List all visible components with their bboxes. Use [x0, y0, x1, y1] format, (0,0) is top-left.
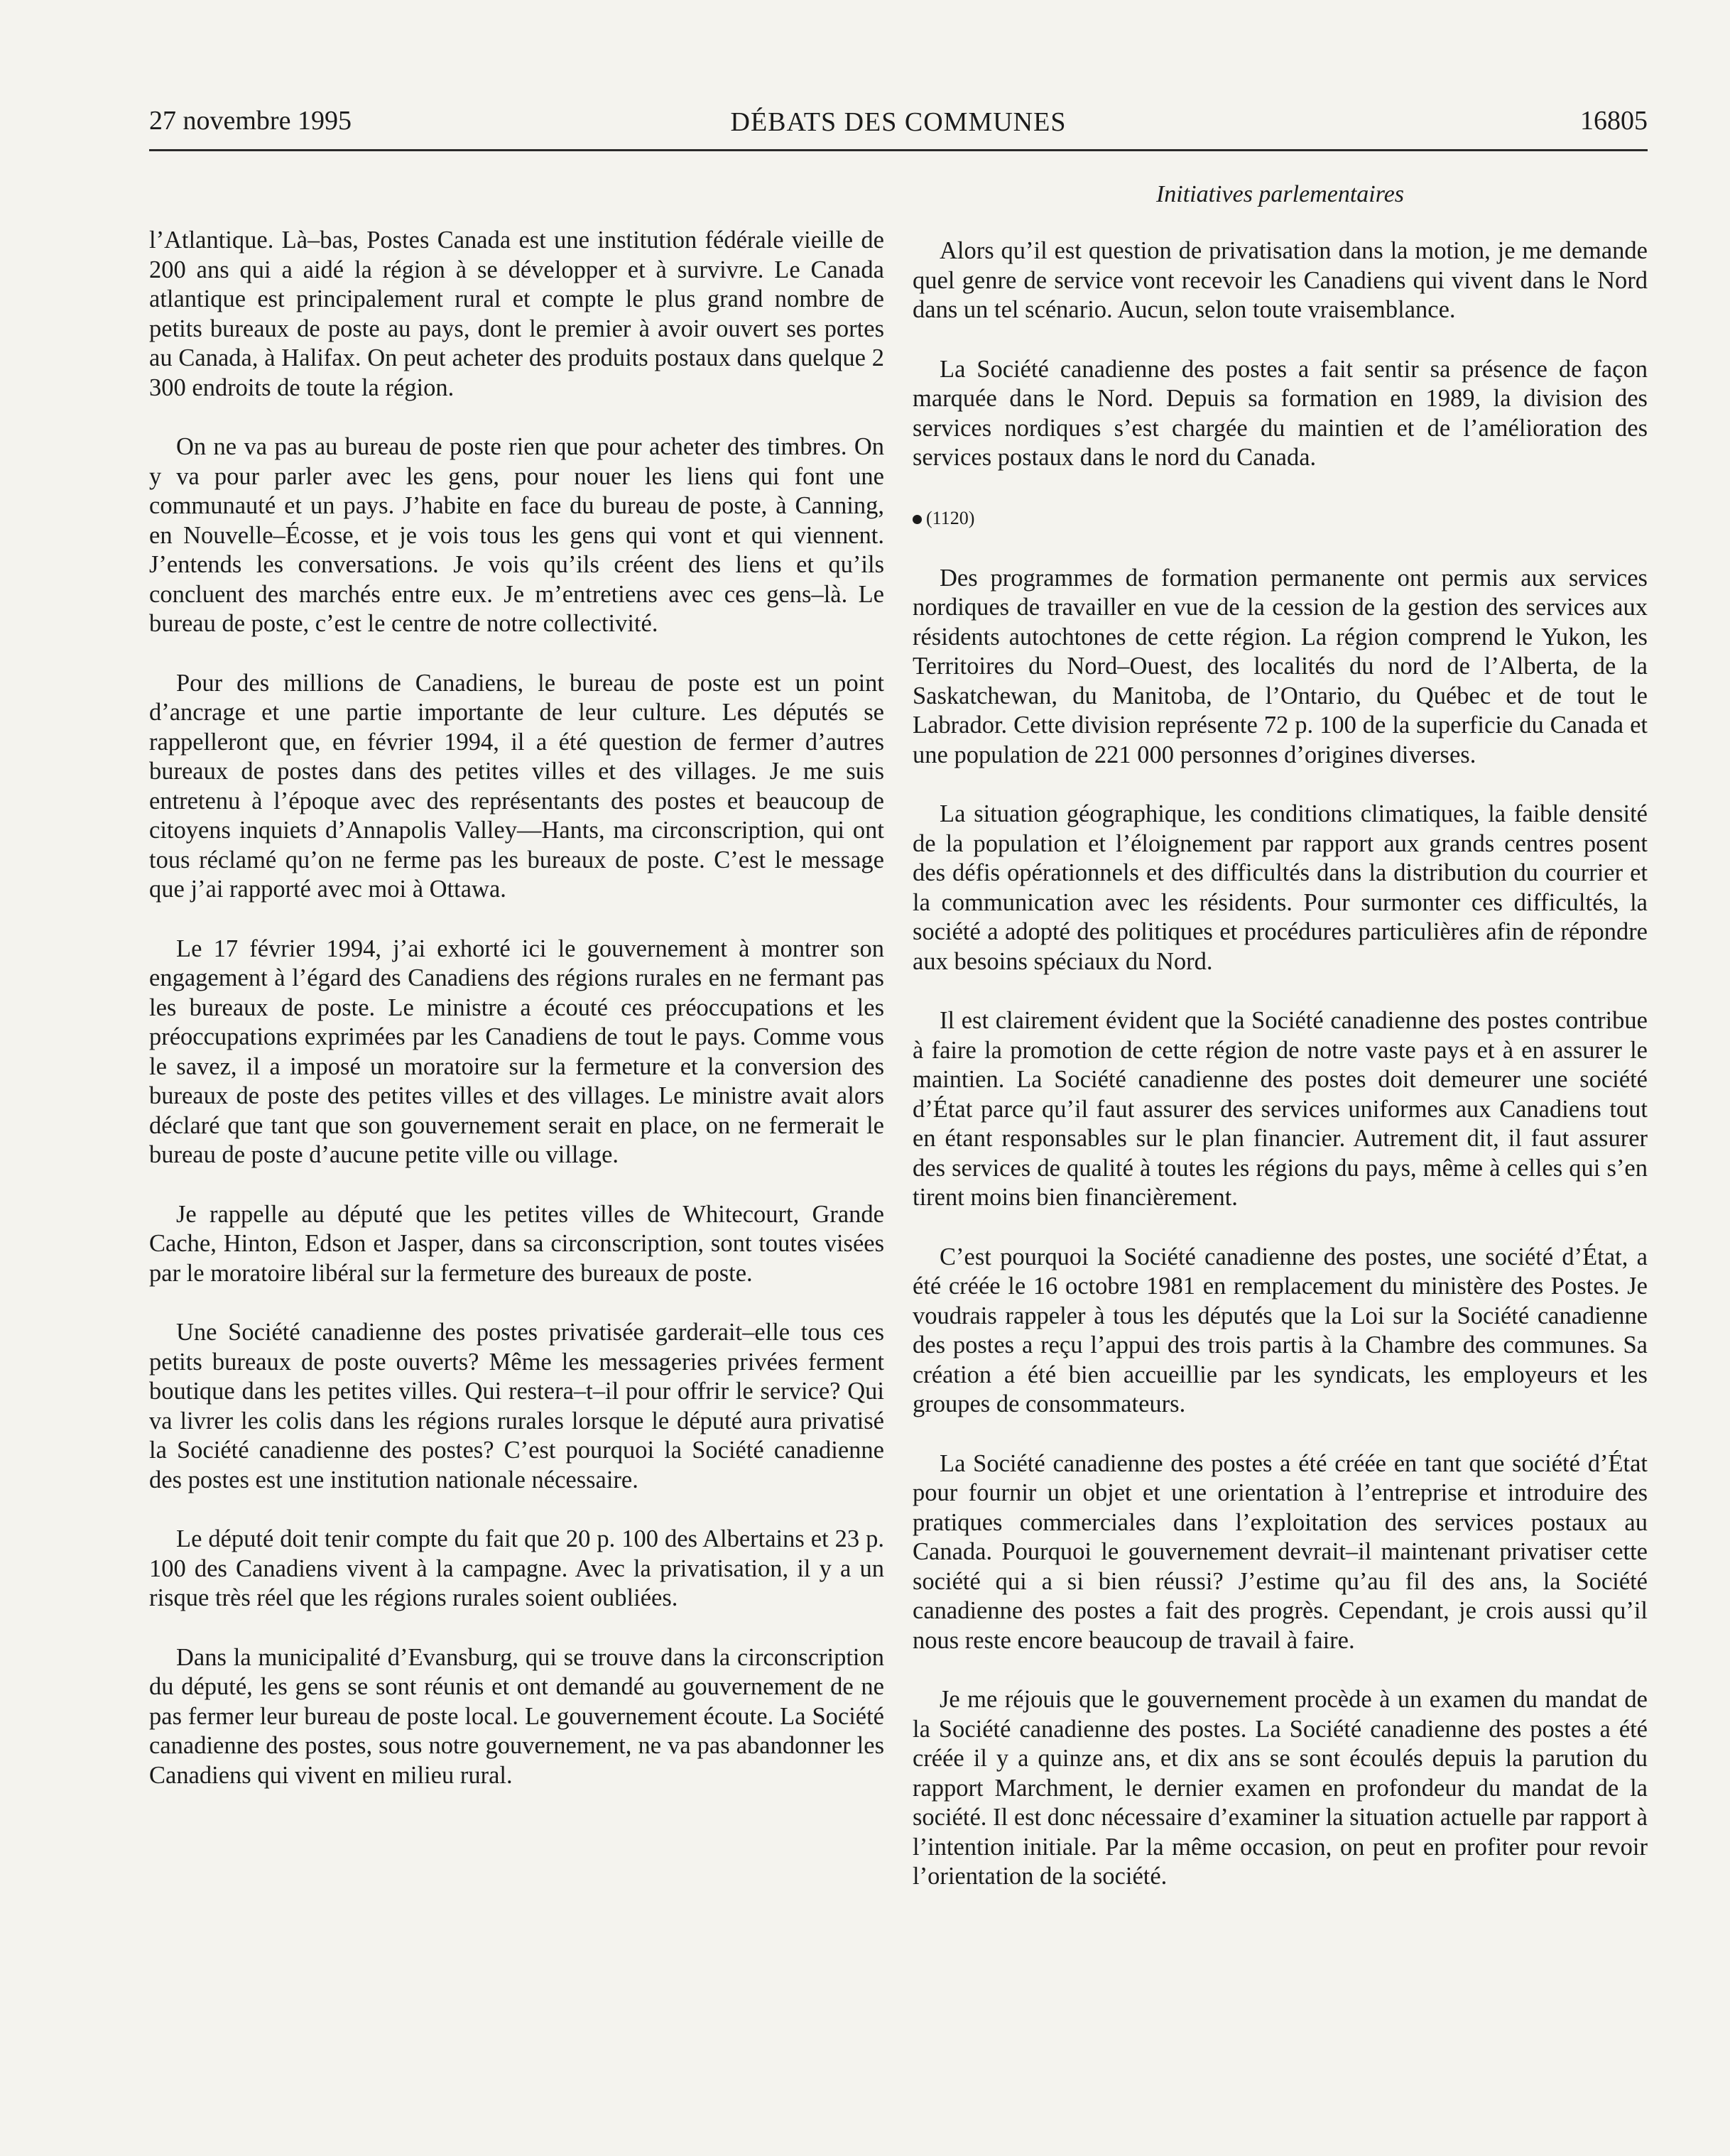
right-column — [913, 236, 1648, 1922]
paragraph: La situation géographique, les conditions climatiques, la faible densité de la population et l’éloignement par rapport aux grands centres posent des défis opérationnels et des difficultés dans la distribution du courrier et la communication avec les résidents. Pour surmonter ces difficultés, la société a adopté des politiques et procédures particulières afin de répondre aux besoins spéciaux du Nord. — [913, 800, 1648, 975]
paragraph: On ne va pas au bureau de poste rien que pour acheter des timbres. On y va pour parler avec les gens, pour nouer les liens qui font une communauté et un pays. J’habite en face du bureau de poste, à Canning, en Nouvelle–Écosse, et je vois tous les gens qui vont et qui viennent. J’entends les conversations. Je vois qu’ils créent des liens et qu’ils concluent des marchés entre eux. Je m’entretiens avec ces gens–là. Le bureau de poste, c’est le centre de notre collectivité. — [149, 433, 884, 637]
header-date: 27 novembre 1995 — [149, 106, 352, 136]
paragraph: Une Société canadienne des postes privatisée garderait–elle tous ces petits bureaux de poste ouverts? Même les messageries privées ferment boutique dans les petites villes. Qui restera–t–il pour offrir le service? Qui va livrer les colis dans les régions rurales lorsque le député aura privatisé la Société canadienne des postes? C’est pourquoi la Société canadienne des postes est une institution nationale nécessaire. — [149, 1319, 884, 1493]
header-title: DÉBATS DES COMMUNES — [730, 107, 1067, 137]
section-label: Initiatives parlementaires — [1155, 181, 1405, 207]
paragraph: La Société canadienne des postes a été créée en tant que société d’État pour fournir un objet et une orientation à l’entreprise et introduire des pratiques commerciales dans l’exploitation des services postaux au Canada. Pourquoi le gouvernement devrait–il maintenant privatiser cette société qui a si bien réussi? J’estime qu’au fil des ans, la Société canadienne des postes a fait des progrès. Cependant, je crois aussi qu’il nous reste encore beaucoup de travail à faire. — [913, 1449, 1648, 1654]
paragraph: Je me réjouis que le gouvernement procède à un examen du mandat de la Société canadienne des postes. La Société canadienne des postes a été créée il y a quinze ans, et dix ans se sont écoulés depuis la parution du rapport Marchment, le dernier examen en profondeur du mandat de la société. Il est donc nécessaire d’examiner la situation actuelle par rapport à l’intention initiale. Par la même occasion, on peut en profiter pour revoir l’orientation de la société. — [913, 1686, 1648, 1890]
paragraph: Le député doit tenir compte du fait que 20 p. 100 des Albertains et 23 p. 100 des Canadiens vivent à la campagne. Avec la privatisation, il y a un risque très réel que les régions rurales soient oubliées. — [149, 1525, 884, 1611]
paragraph: La Société canadienne des postes a fait sentir sa présence de façon marquée dans le Nord. Depuis sa formation en 1989, la division des services nordiques s’est chargée du maintien et de l’amélioration des services postaux dans le nord du Canada. — [913, 355, 1648, 471]
page-header — [149, 99, 1648, 151]
paragraph: Alors qu’il est question de privatisation dans la motion, je me demande quel genre de service vont recevoir les Canadiens qui vivent dans le Nord dans un tel scénario. Aucun, selon toute vraisemblance. — [913, 237, 1648, 323]
header-page-number: 16805 — [1580, 106, 1648, 136]
paragraph: l’Atlantique. Là–bas, Postes Canada est une institution fédérale vieille de 200 ans qui a aidé la région à se développer et à survivre. Le Canada atlantique est principalement rural et compte le plus grand nombre de petits bureaux de poste au pays, dont le premier à avoir ouvert ses portes au Canada, à Halifax. On peut acheter des produits postaux dans quelque 2 300 endroits de toute la région. — [149, 227, 884, 401]
paragraph: Des programmes de formation permanente ont permis aux services nordiques de travailler en vue de la cession de la gestion des services aux résidents autochtones de cette région. La région comprend le Yukon, les Territoires du Nord–Ouest, des localités du nord de l’Alberta, de la Saskatchewan, du Manitoba, de l’Ontario, du Québec et de tout le Labrador. Cette division représente 72 p. 100 de la superficie du Canada et une population de 221 000 personnes d’origines diverses. — [913, 564, 1648, 768]
bullet-icon — [913, 515, 922, 524]
timestamp — [913, 503, 1648, 534]
paragraph: Il est clairement évident que la Société canadienne des postes contribue à faire la promotion de cette région de notre vaste pays et à en assurer le maintien. La Société canadienne des postes doit demeurer une société d’État parce qu’il faut assurer des services uniformes aux Canadiens tout en étant responsables sur le plan financier. Autrement dit, il faut assurer des services de qualité à toutes les régions du pays, même à celles qui s’en tirent moins bien financièrement. — [913, 1007, 1648, 1211]
paragraph: Je rappelle au député que les petites villes de Whitecourt, Grande Cache, Hinton, Edson et Jasper, dans sa circonscription, sont toutes visées par le moratoire libéral sur la fermeture des bureaux de poste. — [149, 1200, 884, 1287]
timestamp-text: (1120) — [926, 507, 975, 528]
paragraph: Dans la municipalité d’Evansburg, qui se trouve dans la circonscription du député, les gens se sont réunis et ont demandé au gouvernement de ne pas fermer leur bureau de poste local. Le gouvernement écoute. La Société canadienne des postes, sous notre gouvernement, ne va pas abandonner les Canadiens qui vivent en milieu rural. — [149, 1643, 884, 1789]
paragraph: Le 17 février 1994, j’ai exhorté ici le gouvernement à montrer son engagement à l’égard des Canadiens des régions rurales en ne fermant pas les bureaux de poste. Le ministre a écouté ces préoccupations et les préoccupations exprimées par les Canadiens de tout le pays. Comme vous le savez, il a imposé un moratoire sur la fermeture et la conversion des bureaux de poste des petites villes et des villages. Le ministre avait alors déclaré que tant que son gouvernement serait en place, on ne fermerait le bureau de poste d’aucune petite ville ou village. — [149, 935, 884, 1168]
paragraph: Pour des millions de Canadiens, le bureau de poste est un point d’ancrage et une partie importante de leur culture. Les députés se rappelleront que, en février 1994, il a été question de fermer d’autres bureaux de postes dans des petites villes et des villages. Je me suis entretenu à l’époque avec des représentants des postes et beaucoup de citoyens inquiets d’Annapolis Valley—Hants, ma circonscription, qui ont tous réclamé qu’on ne ferme pas les bureaux de poste. C’est le message que j’ai rapporté avec moi à Ottawa. — [149, 669, 884, 903]
left-column — [149, 226, 884, 1820]
paragraph: C’est pourquoi la Société canadienne des postes, une société d’État, a été créée le 16 octobre 1981 en remplacement du ministère des Postes. Je voudrais rappeler à tous les députés que la Loi sur la Société canadienne des postes a reçu l’appui des trois partis à la Chambre des communes. Sa création a été bien accueillie par les syndicats, les employeurs et les groupes de consommateurs. — [913, 1243, 1648, 1417]
